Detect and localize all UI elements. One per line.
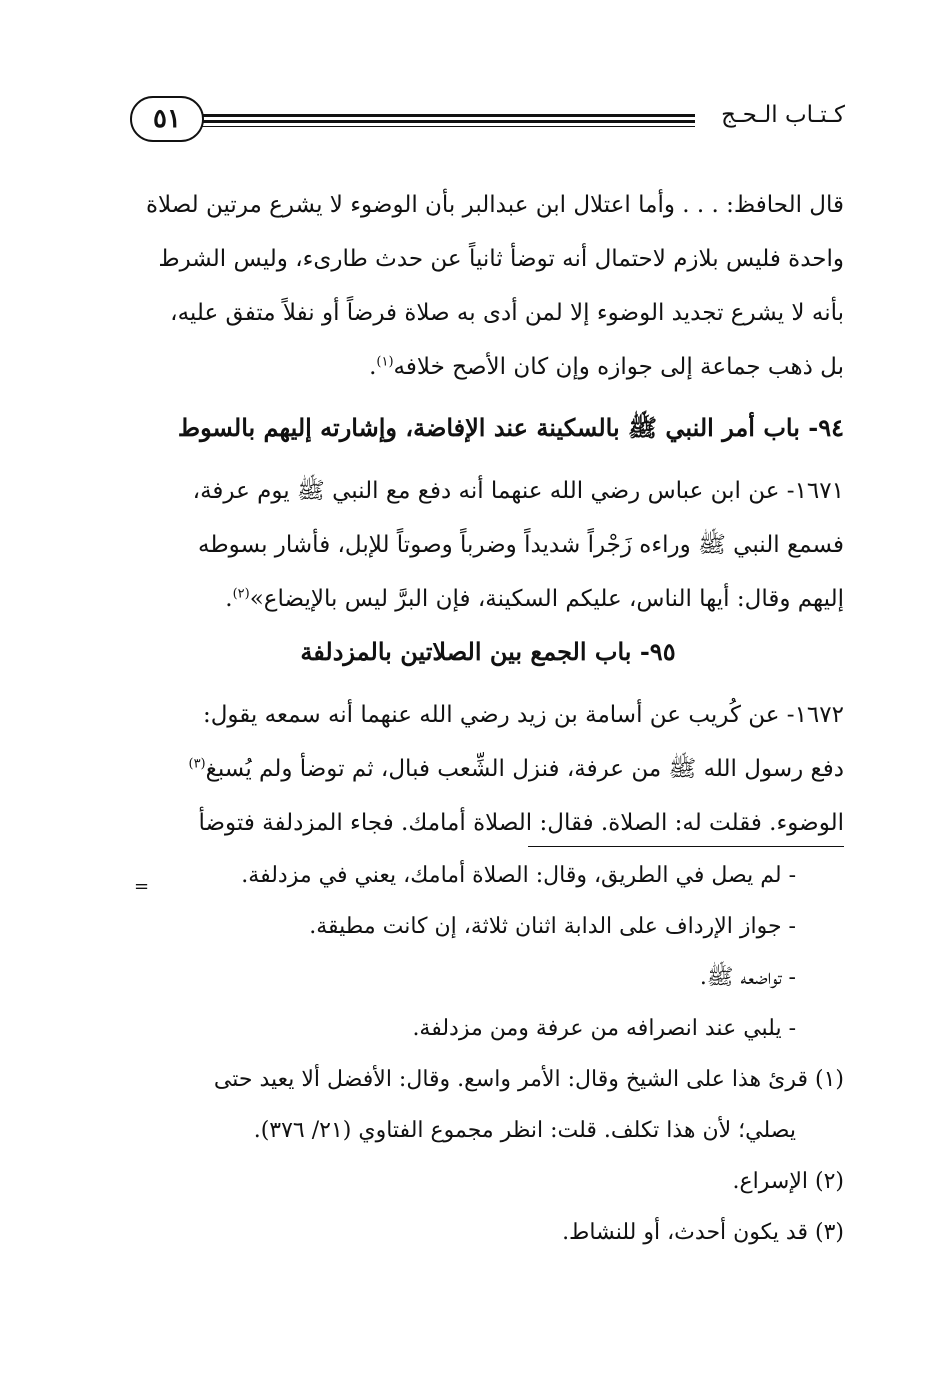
text-line: الوضوء. فقلت له: الصلاة. فقال: الصلاة أمامك. فجاء المزدلفة فتوضأ [198, 810, 844, 836]
text-line [132, 340, 844, 394]
text-line [132, 742, 844, 796]
period: . [225, 586, 233, 612]
text-line: فسمع النبي ﷺ وراءه زَجْراً شديداً وضرباً وصوتاً للإبل، فأشار بسوطه [198, 532, 844, 558]
footnote-3: (٣) قد يكون أحدث، أو للنشاط. [562, 1220, 844, 1245]
footnote-2: (٢) الإسراع. [732, 1169, 844, 1194]
page-number: ٥١ [153, 104, 181, 134]
chapter-94 [132, 398, 844, 458]
text-line: واحدة فليس بلازم لاحتمال أنه توضأ ثانياً عن حدث طارىء، وليس الشرط [158, 246, 844, 272]
header-rule [202, 114, 695, 123]
paragraph-hafiz-quote [132, 178, 844, 394]
footnote-bullet: - جواز الإرداف على الدابة اثنان ثلاثة، إن كانت مطيقة. [309, 914, 796, 939]
text-line: قال الحافظ: . . . وأما اعتلال ابن عبدالبر بأن الوضوء لا يشرع مرتين لصلاة [145, 192, 844, 218]
page-number-badge [130, 96, 204, 142]
book-title: كـتـاب الـحـج [721, 102, 845, 128]
footnote-bullet: - لم يصل في الطريق، وقال: الصلاة أمامك، يعني في مزدلفة. [241, 863, 796, 888]
footnote-bullet: - تواضعه ﷺ. [699, 965, 796, 990]
hadith-1671 [132, 464, 844, 626]
chapter-95-title: ٩٥- باب الجمع بين الصلاتين بالمزدلفة [300, 637, 676, 666]
chapter-94-title: ٩٤- باب أمر النبي ﷺ بالسكينة عند الإفاضة، وإشارته إليهم بالسوط [177, 413, 844, 442]
continuation-mark: = [134, 876, 150, 897]
footnote-ref-2: (٢) [232, 586, 250, 602]
header-rule-thin [202, 126, 695, 127]
footnotes [132, 850, 844, 1258]
footnote-ref-3: (٣) [188, 756, 206, 772]
text-line: ١٦٧١- عن ابن عباس رضي الله عنهما أنه دفع مع النبي ﷺ يوم عرفة، [192, 478, 844, 504]
footnote-divider [528, 846, 844, 847]
text-line: بأنه لا يشرع تجديد الوضوء إلا لمن أدى به صلاة فرضاً أو نفلاً متفق عليه، [170, 300, 844, 326]
page-header [130, 96, 845, 146]
period: . [369, 354, 377, 380]
footnote-1-cont: يصلي؛ لأن هذا تكلف. قلت: انظر مجموع الفتاوي (٢١/ ٣٧٦). [253, 1118, 796, 1143]
footnote-1: (١) قرئ هذا على الشيخ وقال: الأمر واسع. وقال: الأفضل ألا يعيد حتى [213, 1067, 844, 1092]
text-line: ١٦٧٢- عن كُريب عن أسامة بن زيد رضي الله عنهما أنه سمعه يقول: [202, 702, 844, 728]
hadith-1672 [132, 688, 844, 850]
text-line-content: بل ذهب جماعة إلى جوازه وإن كان الأصح خلافه [393, 354, 844, 380]
text-line-content: دفع رسول الله ﷺ من عرفة، فنزل الشِّعب فبال، ثم توضأ ولم يُسبغ [205, 756, 844, 782]
chapter-95 [132, 622, 844, 682]
footnote-bullet: - يلبي عند انصرافه من عرفة ومن مزدلفة. [412, 1016, 796, 1041]
text-line [132, 572, 844, 626]
footnote-ref-1: (١) [376, 354, 394, 370]
text-line-content: إليهم وقال: أيها الناس، عليكم السكينة، فإن البرَّ ليس بالإيضاع» [249, 586, 844, 612]
